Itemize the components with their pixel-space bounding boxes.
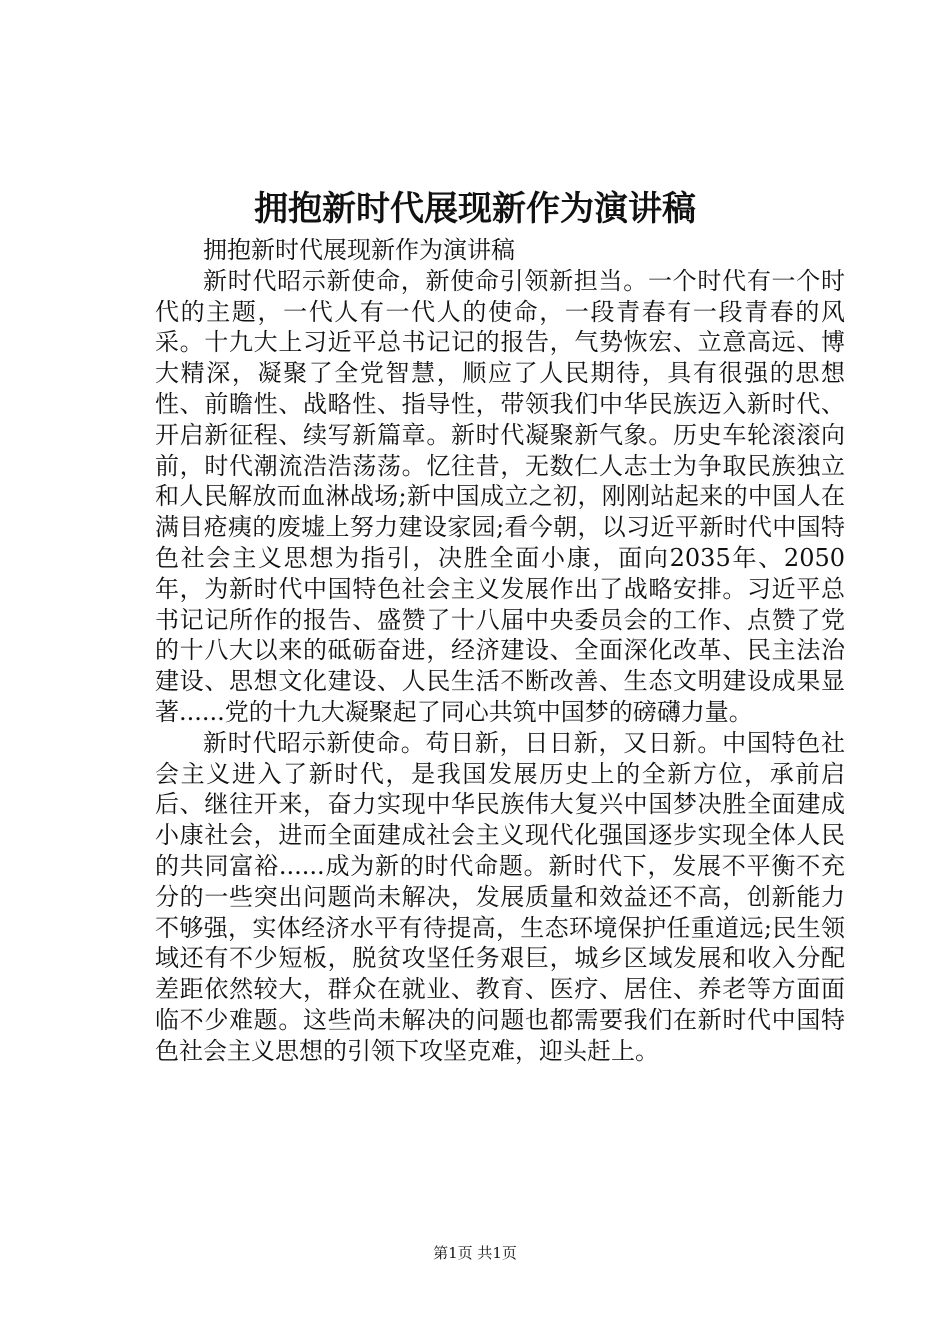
paragraph-2: 新时代昭示新使命。苟日新，日日新，又日新。中国特色社会主义进入了新时代，是我国发展历史上的全新方位，承前启后、继往开来，奋力实现中华民族伟大复兴中国梦决胜全面建成小康社会，进而全面建成社会主义现代化强国逐步实现全体人民的共同富裕......成为新的时代命题。新时代下，发展不平衡不充分的一些突出问题尚未解决，发展质量和效益还不高，创新能力不够强，实体经济水平有待提高，生态环境保护任重道远;民生领域还有不少短板，脱贫攻坚任务艰巨，城乡区域发展和收入分配差距依然较大，群众在就业、教育、医疗、居住、养老等方面面临不少难题。这些尚未解决的问题也都需要我们在新时代中国特色社会主义思想的引领下攻坚克难，迎头赶上。	[155, 728, 845, 1065]
page-number-footer: 第1页 共1页	[433, 1244, 517, 1262]
document-title: 拥抱新时代展现新作为演讲稿	[254, 189, 696, 229]
document-body	[155, 235, 845, 1067]
paragraph-subtitle: 拥抱新时代展现新作为演讲稿	[203, 236, 515, 264]
paragraph-1: 新时代昭示新使命，新使命引领新担当。一个时代有一个时代的主题，一代人有一代人的使命，一段青春有一段青春的风采。十九大上习近平总书记记的报告，气势恢宏、立意高远、博大精深，凝聚了全党智慧，顺应了人民期待，具有很强的思想性、前瞻性、战略性、指导性，带领我们中华民族迈入新时代、开启新征程、续写新篇章。新时代凝聚新气象。历史车轮滚滚向前，时代潮流浩浩荡荡。忆往昔，无数仁人志士为争取民族独立和人民解放而血淋战场;新中国成立之初，刚刚站起来的中国人在满目疮痍的废墟上努力建设家园;看今朝，以习近平新时代中国特色社会主义思想为指引，决胜全面小康，面向2035年、2050年，为新时代中国特色社会主义发展作出了战略安排。习近平总书记记所作的报告、盛赞了十八届中央委员会的工作、点赞了党的十八大以来的砥砺奋进，经济建设、全面深化改革、民主法治建设、思想文化建设、人民生活不断改善、生态文明建设成果显著......党的十九大凝聚起了同心共筑中国梦的磅礴力量。	[155, 266, 845, 726]
